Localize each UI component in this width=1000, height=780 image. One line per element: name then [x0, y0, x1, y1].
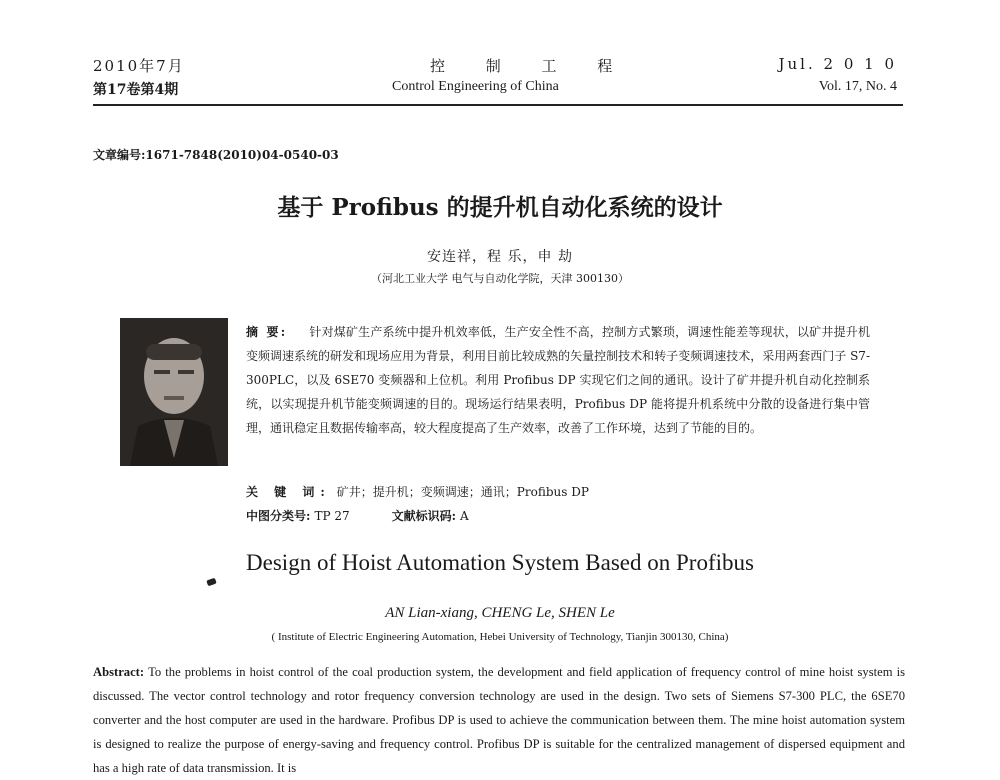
keywords-cn [246, 483, 589, 500]
keywords-label-cn: 关 键 词: [246, 485, 331, 499]
keywords-text-cn: 矿井；提升机；变频调速；通讯；Profibus DP [336, 485, 589, 499]
header-rule [93, 104, 903, 106]
abstract-text-en: To the problems in hoist control of the coal production system, the development and field application of frequency control of mine hoist system is discussed. The vector control technology and rotor frequency conversion technology are used in the design. Two sets of Siemens S7-300 PLC, the 6SE70 converter and the host computer are used in the hardware. Profibus DP is used to achieve the communication between them. The mine hoist automation system is designed to realize the purpose of energy-saving and frequency control. Profibus DP is suitable for the centralized management of dispersed equipment and has a high rate of data transmission. It is [93, 665, 905, 775]
article-number: 文章编号:1671-7848(2010)04-0540-03 [93, 148, 339, 162]
class-label-cn: 中图分类号: [246, 509, 311, 523]
affiliation-cn: （河北工业大学 电气与自动化学院，天津 300130） [371, 272, 629, 285]
affiliation-en: ( Institute of Electric Engineering Automation, Hebei University of Technology, Tianjin 300130, China) [271, 631, 729, 643]
journal-name-en: Control Engineering of China [392, 79, 559, 94]
abstract-en [93, 660, 905, 780]
abstract-text-cn: 针对煤矿生产系统中提升机效率低，生产安全性不高，控制方式繁琐，调速性能差等现状，以矿井提升机变频调速系统的研发和现场应用为背景，利用目前比较成熟的矢量控制技术和转子变频调速技术，采用两套西门子 S7-300PLC，以及 6SE70 变频器和上位机。利用 Profibus DP 实现它们之间的通讯。设计了矿井提升机自动化控制系统，以实现提升机节能变频调速的目的。现场运行结果表明，Profibus DP 能将提升机系统中分散的设备进行集中管理，通讯稳定且数据传输率高，较大程度提高了生产效率，改善了工作环境，达到了节能的目的。 [246, 325, 870, 435]
doc-code-label-cn: 文献标识码: [391, 509, 457, 523]
abstract-label-en: Abstract: [93, 665, 145, 679]
ink-mark [206, 578, 217, 587]
doc-code: A [460, 509, 469, 523]
volume-en: Vol. 17, No. 4 [818, 79, 897, 94]
journal-name-cn: 控 制 工 程 [430, 57, 631, 75]
authors-cn: 安连祥，程 乐，申 劫 [427, 249, 573, 265]
issue-date-cn: 2010年7月 [93, 57, 185, 75]
volume-cn: 第17卷第4期 [93, 82, 179, 98]
abstract-cn [246, 320, 870, 440]
title-en: Design of Hoist Automation System Based on Profibus [246, 550, 754, 575]
class-number: TP 27 [314, 509, 350, 523]
title-cn: 基于 Profibus 的提升机自动化系统的设计 [277, 194, 723, 221]
classification-line [246, 507, 469, 524]
authors-en: AN Lian-xiang, CHENG Le, SHEN Le [385, 605, 615, 621]
issue-date-en: Jul. 2 0 1 0 [778, 55, 897, 73]
abstract-label-cn: 摘 要: [246, 325, 288, 339]
author-photo [120, 318, 228, 466]
